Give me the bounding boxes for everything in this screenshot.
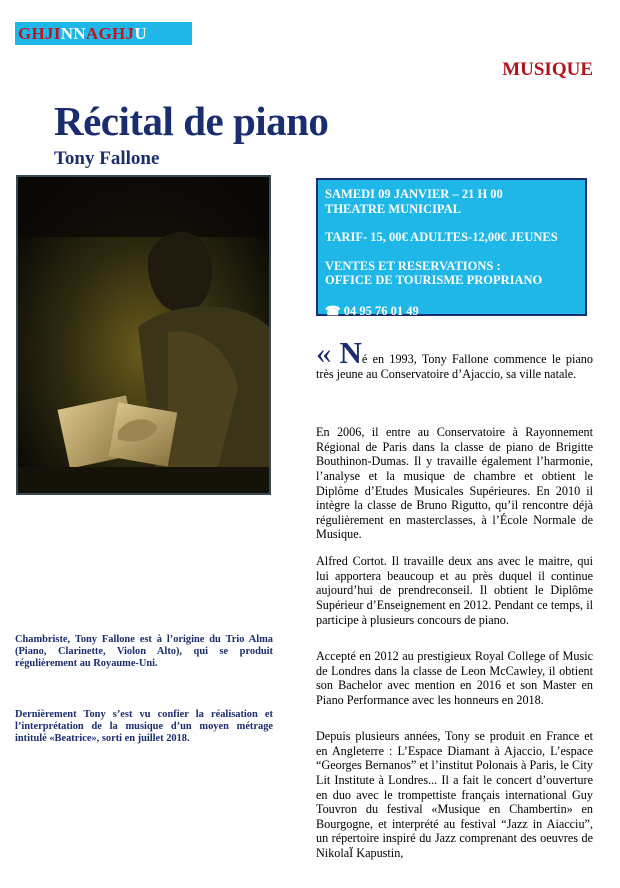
photo-illustration [18, 177, 269, 493]
event-info-box [316, 178, 587, 316]
body-paragraph: Alfred Cortot. Il travaille deux ans avec le maitre, qui lui apportera beaucoup et au près duquel il continue aujourd’hui de prendreconseil. Il obtient le Diplôme Supérieur d’Enseignement en 2012. Pendant ce temps, il participe à plusieurs concours de piano. [316, 554, 593, 627]
sales-label: VENTES ET RESERVATIONS : [325, 258, 501, 273]
article-title: Récital de piano [54, 98, 329, 144]
section-rubric: MUSIQUE [502, 59, 593, 80]
body-paragraph: Accepté en 2012 au prestigieux Royal College of Music de Londres dans la classe de Leon McCawley, il obtient son Bachelor avec mention en 2016 et son Master en Piano Performance avec les honneurs en 2018. [316, 649, 593, 707]
pianist-photo [16, 175, 271, 495]
sidebar-paragraph: Dernièrement Tony s’est vu confier la réalisation et l’interprétation de la musique d’un moyen métrage intitulé «Beatrice», sorti en juillet 2018. [15, 709, 273, 745]
sales-office: OFFICE DE TOURISME PROPRIANO [325, 273, 543, 287]
quote-mark: « [316, 335, 332, 370]
logo-part: U [134, 24, 147, 43]
logo-part: GHJI [18, 24, 61, 43]
phone-icon: ☎ [325, 303, 341, 318]
masthead-logo [15, 22, 192, 45]
body-paragraph: Depuis plusieurs années, Tony se produit en France et en Angleterre : L’Espace Diamant à Ajaccio, L’espace “Georges Bernanos” et l’institut Polonais à Paris, le City Lit Institute à Londres... Il a fait le concert d’ouverture en duo avec le trompettiste français international Guy Touvron du festival «Musique en Chambertin» en Bourgogne, et interprété au festival “Jazz in Aiacciu”, un répertoire inspiré du Jazz comprenant des oeuvres de NikolaЇ Kapustin, [316, 729, 593, 860]
event-price: TARIF- 15, 00€ ADULTES-12,00€ JEUNES [325, 230, 558, 244]
logo-part: AGHJ [85, 24, 135, 43]
drop-cap: N [339, 335, 362, 370]
event-date: SAMEDI 09 JANVIER – 21 H 00 [325, 187, 503, 201]
sidebar-paragraph: Chambriste, Tony Fallone est à l’origine du Trio Alma (Piano, Clarinette, Violon Alto), qui se produit régulièrement au Royaume-Uni. [15, 634, 273, 670]
body-paragraph: En 2006, il entre au Conservatoire à Rayonnement Régional de Paris dans la classe de piano de Brigitte Bouthinon-Dumas. Il y travaille également l’harmonie, l’analyse et la musique de chambre et obtient le Diplôme d’Etudes Musicales Supérieures. En 2010 il intègre la classe de Bruno Rigutto, qu’il rencontre déjà régulièrement en masterclasses, à l’École Normale de Musique. [316, 425, 593, 542]
logo-part: NN [60, 24, 86, 43]
phone-line [325, 304, 585, 319]
event-venue: THEATRE MUNICIPAL [325, 201, 462, 216]
intro-text: é en 1993, Tony Fallone commence le piano très jeune au Conservatoire d’Ajaccio, sa ville natale. [316, 352, 593, 381]
body-paragraph-intro [316, 335, 593, 381]
phone-number: 04 95 76 01 49 [343, 303, 419, 318]
article-subtitle: Tony Fallone [54, 148, 160, 169]
